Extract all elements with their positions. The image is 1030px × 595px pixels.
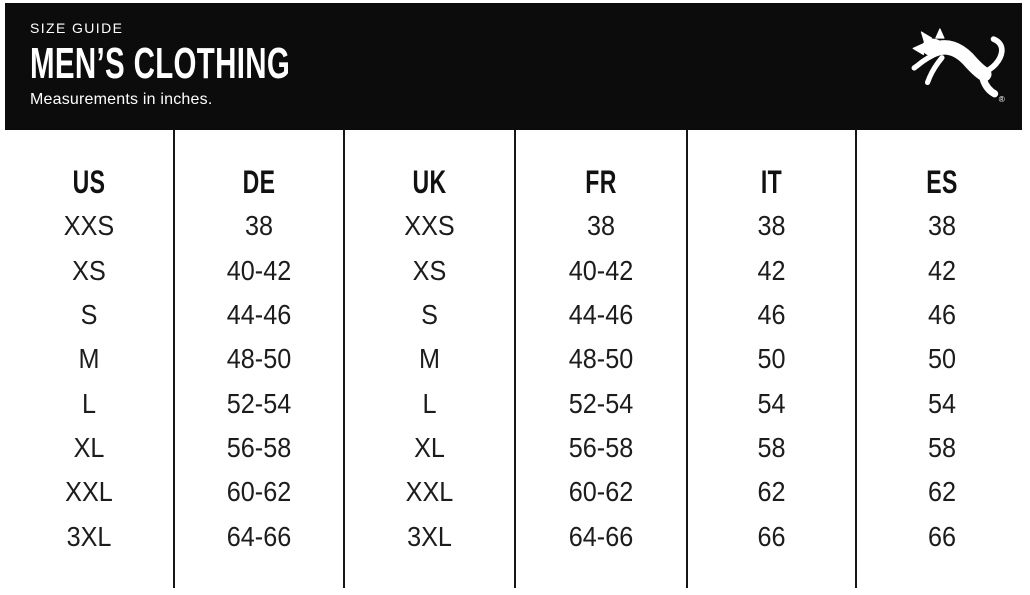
size-cell: 58 bbox=[927, 431, 957, 463]
column-header-de: DE bbox=[242, 163, 276, 200]
size-cell: XXL bbox=[405, 476, 454, 508]
size-cell: XXS bbox=[404, 210, 455, 242]
size-column-fr bbox=[516, 130, 688, 588]
size-cell: 52-54 bbox=[568, 387, 634, 419]
size-cell: XL bbox=[414, 431, 445, 463]
size-cell: 54 bbox=[757, 387, 786, 419]
size-cell: S bbox=[80, 299, 98, 331]
size-cell: XL bbox=[73, 431, 105, 463]
size-cell: 64-66 bbox=[226, 520, 292, 552]
size-cell: 3XL bbox=[407, 520, 452, 552]
size-cell: 66 bbox=[927, 520, 957, 552]
size-cell: 66 bbox=[757, 520, 786, 552]
size-column-it bbox=[688, 130, 857, 588]
size-cell: L bbox=[422, 387, 437, 419]
size-cell: XS bbox=[72, 254, 106, 286]
size-cell: 48-50 bbox=[568, 343, 634, 375]
registered-trademark: ® bbox=[998, 95, 1005, 105]
size-cell: XXL bbox=[65, 476, 113, 508]
size-column-us bbox=[5, 130, 175, 588]
puma-logo-icon bbox=[910, 27, 1008, 109]
size-cell: 48-50 bbox=[226, 343, 292, 375]
size-cell: 38 bbox=[586, 210, 616, 242]
size-cell: L bbox=[81, 387, 97, 419]
size-cell: 50 bbox=[757, 343, 786, 375]
size-cell: M bbox=[418, 343, 440, 375]
size-cell: 62 bbox=[927, 476, 957, 508]
size-column-uk bbox=[345, 130, 516, 588]
size-column-de bbox=[175, 130, 345, 588]
column-header-us: US bbox=[72, 163, 106, 200]
measurement-note: Measurements in inches. bbox=[30, 91, 213, 108]
size-cell: 44-46 bbox=[226, 299, 292, 331]
column-header-es: ES bbox=[926, 163, 958, 200]
column-header-it: IT bbox=[760, 163, 783, 200]
column-header-fr: FR bbox=[585, 163, 617, 200]
size-cell: 56-58 bbox=[568, 431, 634, 463]
size-conversion-table bbox=[5, 130, 1027, 588]
size-cell: XXS bbox=[63, 210, 115, 242]
size-cell: 3XL bbox=[66, 520, 112, 552]
column-header-uk: UK bbox=[412, 163, 447, 200]
size-cell: M bbox=[78, 343, 100, 375]
size-cell: 38 bbox=[244, 210, 274, 242]
size-cell: 64-66 bbox=[568, 520, 634, 552]
size-cell: 54 bbox=[927, 387, 957, 419]
size-cell: 56-58 bbox=[226, 431, 292, 463]
size-cell: 38 bbox=[757, 210, 786, 242]
size-cell: 60-62 bbox=[226, 476, 292, 508]
size-cell: 46 bbox=[927, 299, 957, 331]
size-column-es bbox=[857, 130, 1027, 588]
size-cell: XS bbox=[412, 254, 447, 286]
size-cell: S bbox=[421, 299, 438, 331]
size-cell: 40-42 bbox=[568, 254, 634, 286]
size-cell: 42 bbox=[927, 254, 957, 286]
size-cell: 42 bbox=[757, 254, 786, 286]
eyebrow-label: SIZE GUIDE bbox=[30, 20, 124, 36]
size-cell: 52-54 bbox=[226, 387, 292, 419]
size-cell: 44-46 bbox=[568, 299, 634, 331]
size-cell: 62 bbox=[757, 476, 786, 508]
puma-leaping-cat-icon bbox=[910, 27, 1008, 109]
header-banner bbox=[5, 3, 1022, 130]
size-cell: 38 bbox=[927, 210, 957, 242]
size-cell: 60-62 bbox=[568, 476, 634, 508]
size-cell: 40-42 bbox=[226, 254, 292, 286]
size-cell: 58 bbox=[757, 431, 786, 463]
page-title: MEN’S CLOTHING bbox=[30, 39, 291, 88]
size-cell: 50 bbox=[927, 343, 957, 375]
size-cell: 46 bbox=[757, 299, 786, 331]
